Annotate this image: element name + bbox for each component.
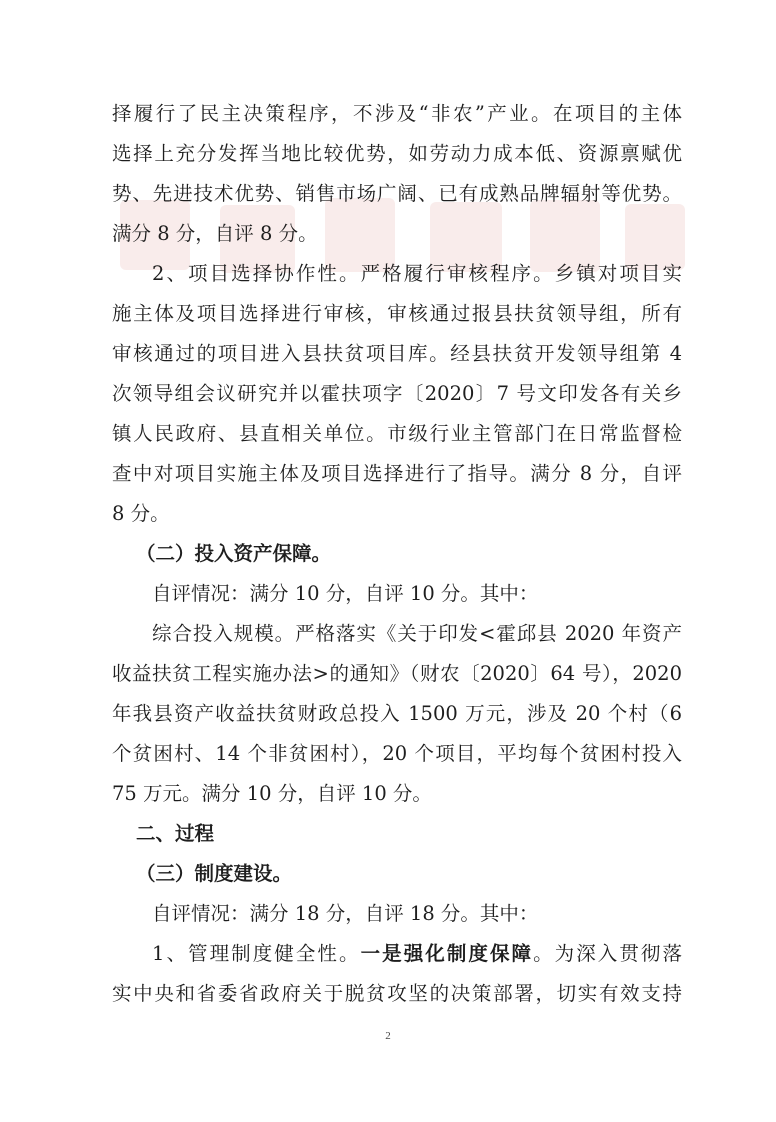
text-line: 满分 8 分，自评 8 分。 bbox=[112, 222, 318, 245]
text-line: 次领导组会议研究并以霍扶项字〔2020〕7 号文印发各有关乡 bbox=[112, 382, 682, 405]
text-line bbox=[112, 934, 682, 974]
text-line: 自评情况：满分 10 分，自评 10 分。其中： bbox=[152, 582, 539, 605]
text-line: 择履行了民主决策程序，不涉及“非农”产业。在项目的主体 bbox=[112, 102, 682, 125]
text-line: 查中对项目实施主体及项目选择进行了指导。满分 8 分，自评 bbox=[112, 462, 682, 485]
text-line: 75 万元。满分 10 分，自评 10 分。 bbox=[112, 782, 432, 805]
text-run: 1、管理制度健全性。 bbox=[152, 942, 361, 965]
text-line: 2、项目选择协作性。严格履行审核程序。乡镇对项目实 bbox=[152, 262, 682, 285]
text-run: 。为深入贯彻落 bbox=[533, 942, 682, 965]
section-heading: （二）投入资产保障。 bbox=[136, 542, 332, 565]
text-line: 收益扶贫工程实施办法>的通知》（财农〔2020〕64 号），2020 bbox=[112, 662, 682, 685]
emphasis-text: 一是强化制度保障 bbox=[360, 942, 534, 965]
text-line: 镇人民政府、县直相关单位。市级行业主管部门在日常监督检 bbox=[112, 422, 682, 445]
text-line: 施主体及项目选择进行审核，审核通过报县扶贫领导组，所有 bbox=[112, 302, 682, 325]
document-body bbox=[112, 94, 682, 1014]
text-line: 个贫困村、14 个非贫困村），20 个项目，平均每个贫困村投入 bbox=[112, 742, 682, 765]
section-heading: 二、过程 bbox=[136, 822, 215, 845]
text-line: 8 分。 bbox=[112, 502, 170, 525]
page-number: 2 bbox=[385, 1030, 391, 1042]
subsection-heading: （三）制度建设。 bbox=[136, 862, 293, 885]
text-line: 自评情况：满分 18 分，自评 18 分。其中： bbox=[152, 902, 539, 925]
text-line: 选择上充分发挥当地比较优势，如劳动力成本低、资源禀赋优 bbox=[112, 142, 682, 165]
text-line: 年我县资产收益扶贫财政总投入 1500 万元，涉及 20 个村（6 bbox=[112, 702, 682, 725]
text-line: 审核通过的项目进入县扶贫项目库。经县扶贫开发领导组第 4 bbox=[112, 342, 682, 365]
text-line: 实中央和省委省政府关于脱贫攻坚的决策部署，切实有效支持 bbox=[112, 982, 682, 1005]
text-line: 综合投入规模。严格落实《关于印发<霍邱县 2020 年资产 bbox=[152, 622, 682, 645]
text-line: 势、先进技术优势、销售市场广阔、已有成熟品牌辐射等优势。 bbox=[112, 182, 682, 205]
